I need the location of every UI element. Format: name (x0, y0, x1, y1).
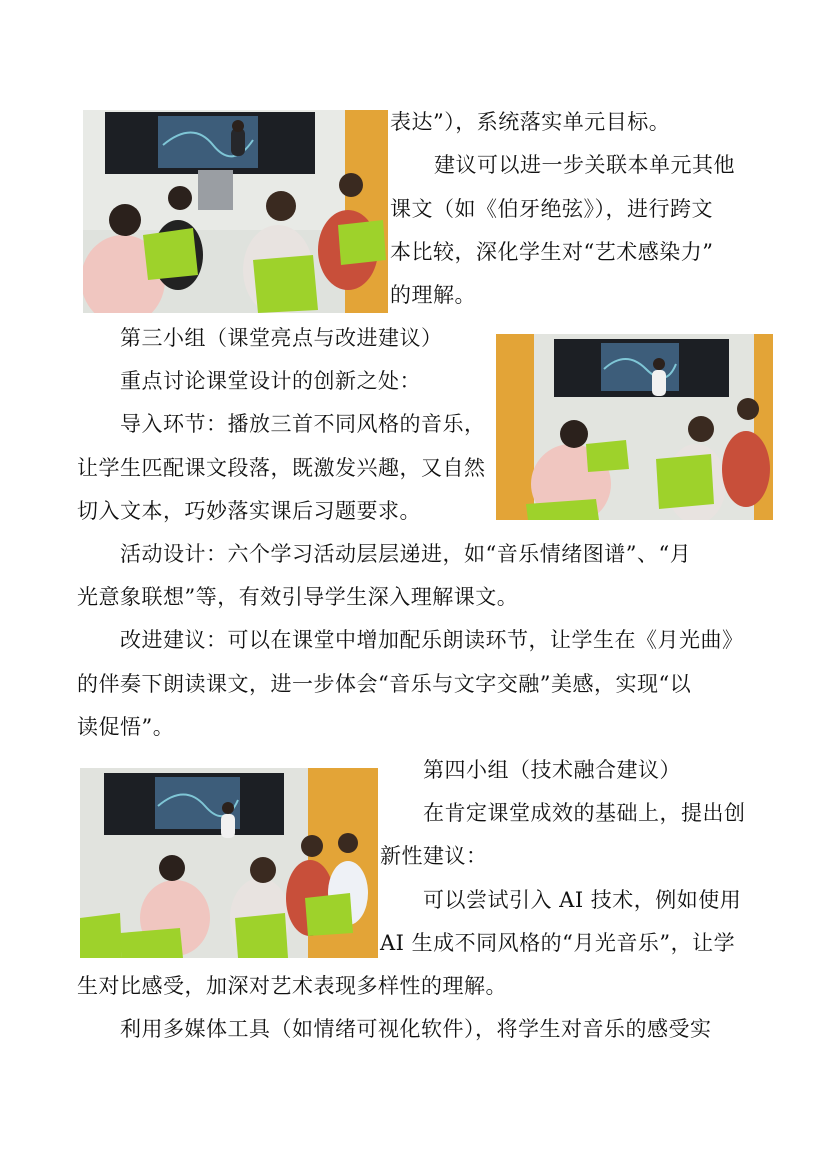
text-line: 的伴奏下朗读课文，进一步体会“音乐与文字交融”美感，实现“以 (77, 672, 692, 696)
text-line: 可以尝试引入 AI 技术，例如使用 (423, 888, 742, 912)
text-line: 建议可以进一步关联本单元其他 (434, 153, 735, 177)
classroom-photo-3 (80, 768, 378, 958)
text-line: 本比较，深化学生对“艺术感染力” (390, 240, 714, 264)
classroom-photo-1 (83, 110, 388, 313)
text-line: 生对比感受，加深对艺术表现多样性的理解。 (77, 974, 507, 998)
text-line: 活动设计：六个学习活动层层递进，如“音乐情绪图谱”、“月 (120, 542, 692, 566)
text-line: 光意象联想”等，有效引导学生深入理解课文。 (77, 585, 519, 609)
section-heading: 第三小组（课堂亮点与改进建议） (120, 326, 443, 350)
text-line: 课文（如《伯牙绝弦》），进行跨文 (390, 197, 713, 221)
text-line: 改进建议：可以在课堂中增加配乐朗读环节，让学生在《月光曲》 (120, 628, 744, 652)
text-line: 重点讨论课堂设计的创新之处： (120, 369, 421, 393)
text-line: 让学生匹配课文段落，既激发兴趣，又自然 (77, 456, 486, 480)
text-line: 表达”），系统落实单元目标。 (390, 110, 671, 134)
text-line: 导入环节：播放三首不同风格的音乐， (120, 412, 486, 436)
section-heading: 第四小组（技术融合建议） (423, 758, 681, 782)
text-line: 在肯定课堂成效的基础上，提出创 (423, 801, 746, 825)
text-line: 读促悟”。 (77, 715, 175, 739)
classroom-photo-2 (496, 334, 773, 520)
text-line: 利用多媒体工具（如情绪可视化软件），将学生对音乐的感受实 (120, 1017, 712, 1041)
text-line: 新性建议： (380, 844, 488, 868)
text-line: AI 生成不同风格的“月光音乐”，让学 (380, 931, 736, 955)
text-line: 切入文本，巧妙落实课后习题要求。 (77, 499, 421, 523)
text-line: 的理解。 (390, 283, 476, 307)
